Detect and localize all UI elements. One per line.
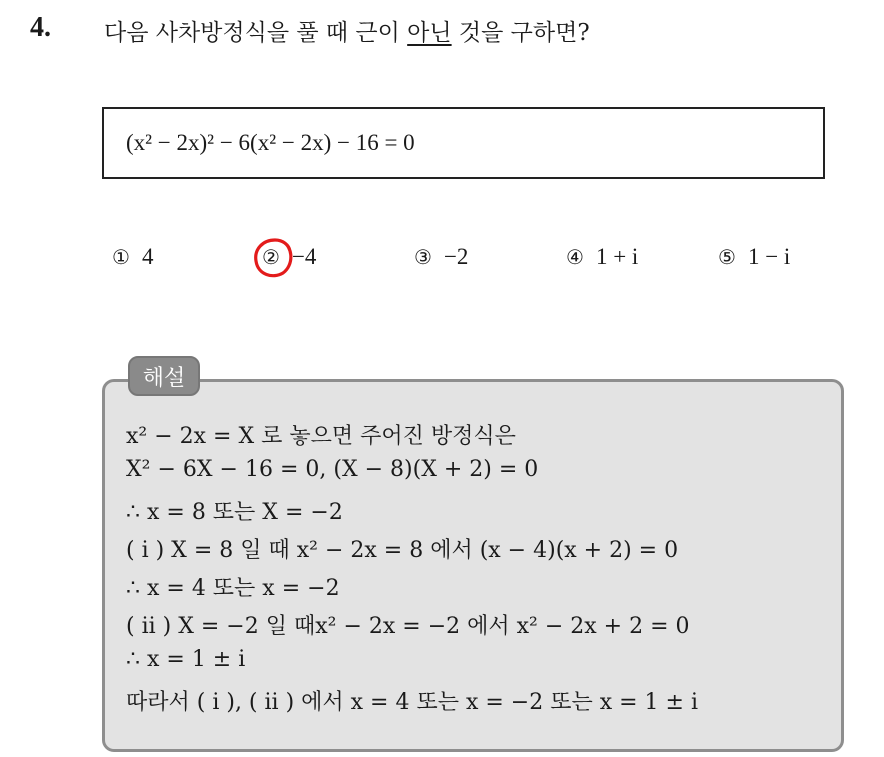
- choice-2-value: −4: [291, 244, 317, 269]
- choice-4-value: 1 + i: [595, 244, 639, 269]
- choice-1-mark: ①: [112, 245, 130, 269]
- question-text: [104, 14, 590, 47]
- solution-line: ( i ) X = 8 일 때 x² − 2x = 8 에서 (x − 4)(x + 2) = 0: [126, 538, 679, 563]
- choice-4[interactable]: [566, 244, 638, 270]
- solution-line: ( ii ) X = −2 일 때x² − 2x = −2 에서 x² − 2x + 2 = 0: [126, 614, 690, 639]
- choice-3-mark: ③: [414, 245, 432, 269]
- solution-line: X² − 6X − 16 = 0, (X − 8)(X + 2) = 0: [126, 457, 539, 482]
- choice-2-mark: ②: [262, 245, 280, 269]
- choice-1-value: 4: [141, 244, 154, 269]
- question-text-underlined: 아닌: [407, 20, 452, 46]
- solution-line: x² − 2x = X 로 놓으면 주어진 방정식은: [126, 424, 516, 449]
- choice-3-value: −2: [443, 244, 469, 269]
- choice-3[interactable]: [414, 244, 468, 270]
- solution-line: 따라서 ( i ), ( ii ) 에서 x = 4 또는 x = −2 또는 x = 1 ± i: [126, 690, 698, 715]
- choice-5-mark: ⑤: [718, 245, 736, 269]
- choice-2[interactable]: [262, 244, 316, 270]
- question-text-after: 것을 구하면?: [451, 20, 590, 46]
- choice-5-value: 1 − i: [747, 244, 791, 269]
- question-number: 4.: [30, 12, 51, 43]
- solution-line: ∴ x = 8 또는 X = −2: [126, 500, 343, 525]
- solution-line: ∴ x = 4 또는 x = −2: [126, 576, 340, 601]
- solution-line: ∴ x = 1 ± i: [126, 647, 246, 672]
- equation-box: [102, 107, 825, 179]
- solution-label: 해설: [128, 356, 200, 396]
- choice-1[interactable]: [112, 244, 153, 270]
- equation: (x² − 2x)² − 6(x² − 2x) − 16 = 0: [126, 130, 415, 155]
- choice-4-mark: ④: [566, 245, 584, 269]
- choice-5[interactable]: [718, 244, 790, 270]
- question-text-before: 다음 사차방정식을 풀 때 근이: [104, 20, 408, 46]
